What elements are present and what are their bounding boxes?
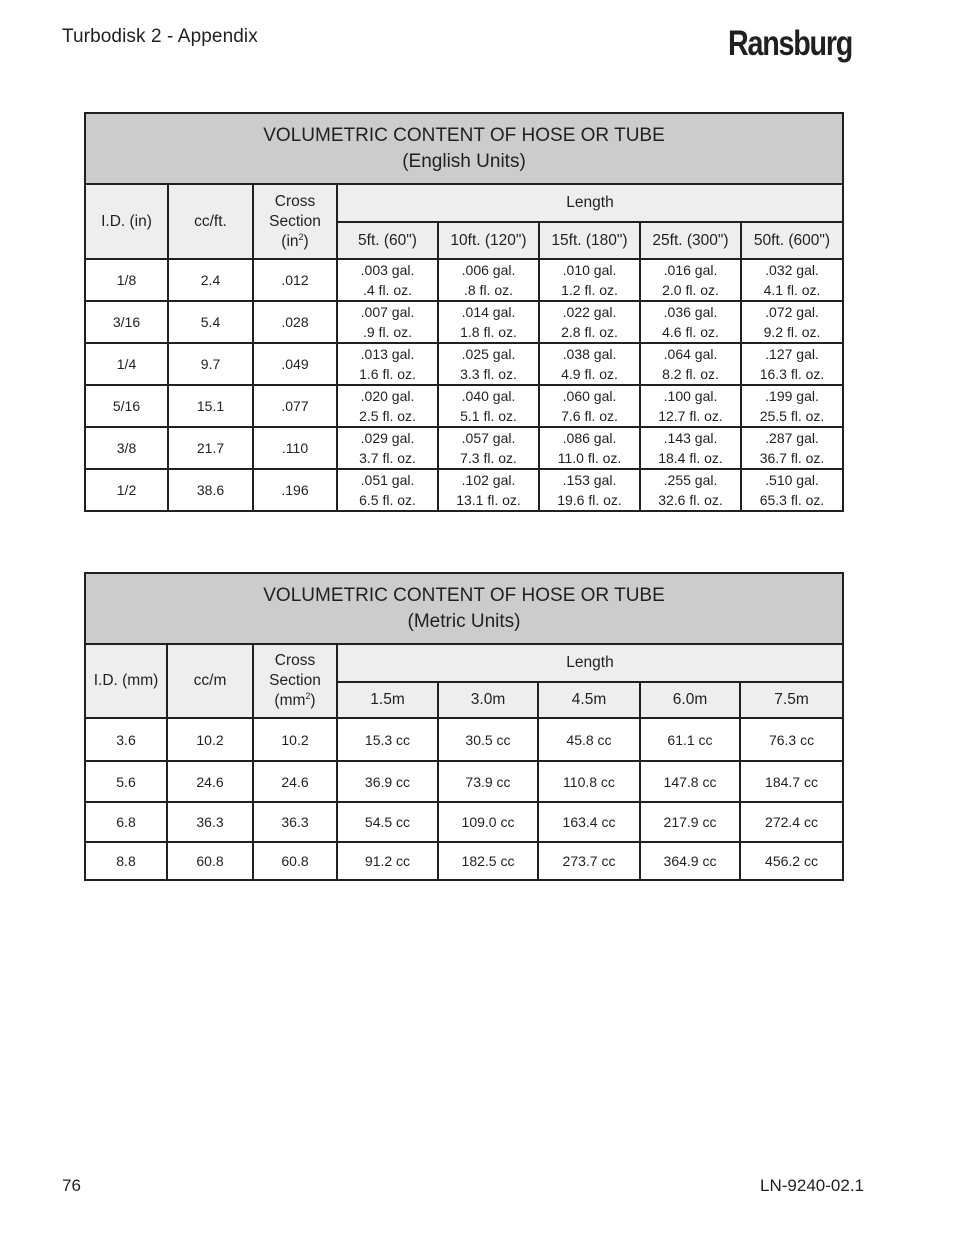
fluid-ounces-value: 3.7 fl. oz. <box>359 450 416 466</box>
id-cell: 8.8 <box>85 842 167 880</box>
cc-cell: 24.6 <box>167 761 253 802</box>
fluid-ounces-value: 5.1 fl. oz. <box>460 408 517 424</box>
metric-table-title-line1: VOLUMETRIC CONTENT OF HOSE OR TUBE <box>263 584 665 606</box>
col-header-id: I.D. (mm) <box>85 644 167 718</box>
volume-cell: 61.1 cc <box>640 718 740 761</box>
cross-label-line1: Cross <box>274 652 316 669</box>
length-header: Length <box>337 644 843 682</box>
gallons-value: .013 gal. <box>360 346 415 362</box>
gallons-value: .032 gal. <box>765 262 819 278</box>
length-col-header: 1.5m <box>337 682 438 718</box>
volume-cell: 147.8 cc <box>640 761 740 802</box>
volume-cell: 15.3 cc <box>337 718 438 761</box>
fluid-ounces-value: 4.6 fl. oz. <box>662 324 719 340</box>
table-row <box>85 301 843 343</box>
volume-cell: 217.9 cc <box>640 802 740 842</box>
fluid-ounces-value: 25.5 fl. oz. <box>759 408 825 424</box>
cc-cell: 36.3 <box>167 802 253 842</box>
fluid-ounces-value: 4.9 fl. oz. <box>561 366 618 382</box>
length-col-header: 15ft. (180") <box>539 222 640 259</box>
id-cell: 1/2 <box>85 469 168 511</box>
volume-cell <box>337 427 438 469</box>
cross-section-cell: 60.8 <box>253 842 337 880</box>
fluid-ounces-value: 7.6 fl. oz. <box>561 408 618 424</box>
cc-cell: 9.7 <box>168 343 253 385</box>
volume-cell: 456.2 cc <box>740 842 843 880</box>
gallons-value: .199 gal. <box>765 388 819 404</box>
cc-cell: 2.4 <box>168 259 253 301</box>
volume-cell <box>741 301 843 343</box>
cross-unit-close: ) <box>310 692 316 709</box>
volume-cell <box>337 385 438 427</box>
cross-section-cell: .012 <box>253 259 337 301</box>
volume-cell <box>337 259 438 301</box>
volume-cell <box>337 301 438 343</box>
cross-label-line2: Section <box>269 212 321 230</box>
gallons-value: .038 gal. <box>562 346 617 362</box>
volume-cell <box>539 343 640 385</box>
gallons-value: .029 gal. <box>360 430 415 446</box>
length-col-header: 4.5m <box>538 682 640 718</box>
gallons-value: .007 gal. <box>360 304 415 320</box>
volume-cell <box>539 301 640 343</box>
volume-cell <box>539 427 640 469</box>
page-number: 76 <box>62 1176 81 1195</box>
volume-cell <box>741 259 843 301</box>
cross-unit-exponent: 2 <box>298 231 304 242</box>
length-col-header: 50ft. (600") <box>741 222 843 259</box>
volume-cell <box>438 343 539 385</box>
gallons-value: .153 gal. <box>562 472 617 488</box>
col-header-id: I.D. (in) <box>85 184 168 259</box>
gallons-value: .100 gal. <box>663 388 718 404</box>
volume-cell <box>640 259 741 301</box>
volume-cell <box>337 343 438 385</box>
length-col-header: 5ft. (60") <box>337 222 438 259</box>
volume-cell <box>337 469 438 511</box>
volume-cell <box>640 427 741 469</box>
volume-cell <box>438 301 539 343</box>
gallons-value: .040 gal. <box>461 388 516 404</box>
gallons-value: .102 gal. <box>461 472 516 488</box>
gallons-value: .287 gal. <box>765 430 819 446</box>
document-code: LN-9240-02.1 <box>760 1176 864 1195</box>
cross-label-line1: Cross <box>274 192 316 210</box>
metric-table-title-line2: (Metric Units) <box>407 610 521 632</box>
table-row <box>85 469 843 511</box>
gallons-value: .510 gal. <box>765 472 819 488</box>
cc-cell: 38.6 <box>168 469 253 511</box>
cross-label-line3 <box>254 691 336 711</box>
cc-cell: 60.8 <box>167 842 253 880</box>
length-col-header: 7.5m <box>740 682 843 718</box>
table-row <box>85 842 843 880</box>
gallons-value: .064 gal. <box>663 346 718 362</box>
table-row <box>85 343 843 385</box>
cross-section-cell: .028 <box>253 301 337 343</box>
volume-cell: 364.9 cc <box>640 842 740 880</box>
gallons-value: .143 gal. <box>663 430 718 446</box>
volume-cell: 76.3 cc <box>740 718 843 761</box>
gallons-value: .025 gal. <box>461 346 516 362</box>
gallons-value: .006 gal. <box>461 262 516 278</box>
volume-cell: 182.5 cc <box>438 842 538 880</box>
volume-cell <box>640 469 741 511</box>
metric-units-table <box>84 572 844 881</box>
cross-unit-close: ) <box>303 232 309 250</box>
cross-section-cell: 10.2 <box>253 718 337 761</box>
length-header: Length <box>337 184 843 222</box>
volume-cell: 163.4 cc <box>538 802 640 842</box>
cross-label-line2: Section <box>269 672 321 689</box>
fluid-ounces-value: 9.2 fl. oz. <box>763 324 821 340</box>
volume-cell <box>438 385 539 427</box>
gallons-value: .086 gal. <box>562 430 617 446</box>
col-header-cc: cc/m <box>167 644 253 718</box>
volume-cell <box>741 385 843 427</box>
volume-cell <box>539 259 640 301</box>
table-row <box>85 761 843 802</box>
id-cell: 5/16 <box>85 385 168 427</box>
fluid-ounces-value: 11.0 fl. oz. <box>557 450 622 466</box>
fluid-ounces-value: 32.6 fl. oz. <box>658 492 723 508</box>
gallons-value: .003 gal. <box>360 262 415 278</box>
id-cell: 3.6 <box>85 718 167 761</box>
cross-label-line3 <box>254 232 336 252</box>
cross-section-cell: 24.6 <box>253 761 337 802</box>
english-table-title-line2: (English Units) <box>402 150 526 172</box>
id-cell: 5.6 <box>85 761 167 802</box>
cc-cell: 10.2 <box>167 718 253 761</box>
volume-cell: 36.9 cc <box>337 761 438 802</box>
volume-cell <box>741 427 843 469</box>
cross-section-cell: 36.3 <box>253 802 337 842</box>
fluid-ounces-value: 2.5 fl. oz. <box>359 408 416 424</box>
fluid-ounces-value: 18.4 fl. oz. <box>658 450 723 466</box>
volume-cell: 184.7 cc <box>740 761 843 802</box>
volume-cell <box>438 427 539 469</box>
volume-cell <box>539 469 640 511</box>
fluid-ounces-value: 12.7 fl. oz. <box>658 408 723 424</box>
volume-cell: 273.7 cc <box>538 842 640 880</box>
volume-cell <box>741 469 843 511</box>
cross-unit: (mm <box>274 692 306 709</box>
english-table-title-line1: VOLUMETRIC CONTENT OF HOSE OR TUBE <box>263 124 665 146</box>
volume-cell: 110.8 cc <box>538 761 640 802</box>
table-row <box>85 427 843 469</box>
fluid-ounces-value: 2.0 fl. oz. <box>662 282 719 298</box>
cross-unit: (in <box>281 232 299 250</box>
volume-cell <box>438 259 539 301</box>
ransburg-logo: Ransburg <box>728 24 853 63</box>
volume-cell <box>438 469 539 511</box>
gallons-value: .255 gal. <box>663 472 718 488</box>
length-col-header: 10ft. (120") <box>438 222 539 259</box>
fluid-ounces-value: 36.7 fl. oz. <box>759 450 825 466</box>
fluid-ounces-value: 3.3 fl. oz. <box>460 366 517 382</box>
gallons-value: .016 gal. <box>663 262 718 278</box>
volume-cell <box>640 301 741 343</box>
fluid-ounces-value: 8.2 fl. oz. <box>662 366 719 382</box>
fluid-ounces-value: .9 fl. oz. <box>362 324 413 340</box>
volume-cell: 272.4 cc <box>740 802 843 842</box>
volume-cell: 109.0 cc <box>438 802 538 842</box>
id-cell: 1/4 <box>85 343 168 385</box>
length-col-header: 25ft. (300") <box>640 222 741 259</box>
english-units-table <box>84 112 844 512</box>
fluid-ounces-value: .8 fl. oz. <box>463 282 514 298</box>
cross-section-cell: .196 <box>253 469 337 511</box>
gallons-value: .051 gal. <box>360 472 415 488</box>
length-col-header: 6.0m <box>640 682 740 718</box>
table-row <box>85 802 843 842</box>
cc-cell: 5.4 <box>168 301 253 343</box>
fluid-ounces-value: .4 fl. oz. <box>362 282 413 298</box>
cross-section-cell: .110 <box>253 427 337 469</box>
fluid-ounces-value: 16.3 fl. oz. <box>759 366 825 382</box>
fluid-ounces-value: 7.3 fl. oz. <box>460 450 517 466</box>
fluid-ounces-value: 19.6 fl. oz. <box>557 492 622 508</box>
fluid-ounces-value: 1.6 fl. oz. <box>359 366 416 382</box>
col-header-cc: cc/ft. <box>168 184 253 259</box>
fluid-ounces-value: 1.8 fl. oz. <box>460 324 517 340</box>
table-row <box>85 259 843 301</box>
gallons-value: .057 gal. <box>461 430 516 446</box>
cc-cell: 15.1 <box>168 385 253 427</box>
volume-cell: 45.8 cc <box>538 718 640 761</box>
cc-cell: 21.7 <box>168 427 253 469</box>
gallons-value: .014 gal. <box>461 304 516 320</box>
col-header-cross-section <box>253 644 337 718</box>
gallons-value: .022 gal. <box>562 304 617 320</box>
page-header-title: Turbodisk 2 - Appendix <box>62 26 258 47</box>
gallons-value: .060 gal. <box>562 388 617 404</box>
volume-cell <box>640 343 741 385</box>
table-row <box>85 718 843 761</box>
fluid-ounces-value: 1.2 fl. oz. <box>561 282 618 298</box>
english-table-title <box>85 113 843 184</box>
volume-cell: 54.5 cc <box>337 802 438 842</box>
metric-table-title <box>85 573 843 644</box>
volume-cell: 91.2 cc <box>337 842 438 880</box>
fluid-ounces-value: 6.5 fl. oz. <box>359 492 416 508</box>
gallons-value: .036 gal. <box>663 304 718 320</box>
length-col-header: 3.0m <box>438 682 538 718</box>
volume-cell: 30.5 cc <box>438 718 538 761</box>
volume-cell <box>539 385 640 427</box>
gallons-value: .010 gal. <box>562 262 617 278</box>
id-cell: 3/16 <box>85 301 168 343</box>
volume-cell <box>741 343 843 385</box>
id-cell: 3/8 <box>85 427 168 469</box>
gallons-value: .020 gal. <box>360 388 415 404</box>
cross-section-cell: .049 <box>253 343 337 385</box>
fluid-ounces-value: 2.8 fl. oz. <box>561 324 618 340</box>
volume-cell: 73.9 cc <box>438 761 538 802</box>
cross-section-cell: .077 <box>253 385 337 427</box>
gallons-value: .072 gal. <box>765 304 819 320</box>
id-cell: 1/8 <box>85 259 168 301</box>
col-header-cross-section <box>253 184 337 259</box>
cross-unit-exponent: 2 <box>305 690 311 701</box>
id-cell: 6.8 <box>85 802 167 842</box>
table-row <box>85 385 843 427</box>
volume-cell <box>640 385 741 427</box>
fluid-ounces-value: 13.1 fl. oz. <box>456 492 521 508</box>
gallons-value: .127 gal. <box>765 346 819 362</box>
fluid-ounces-value: 4.1 fl. oz. <box>763 282 821 298</box>
fluid-ounces-value: 65.3 fl. oz. <box>759 492 825 508</box>
